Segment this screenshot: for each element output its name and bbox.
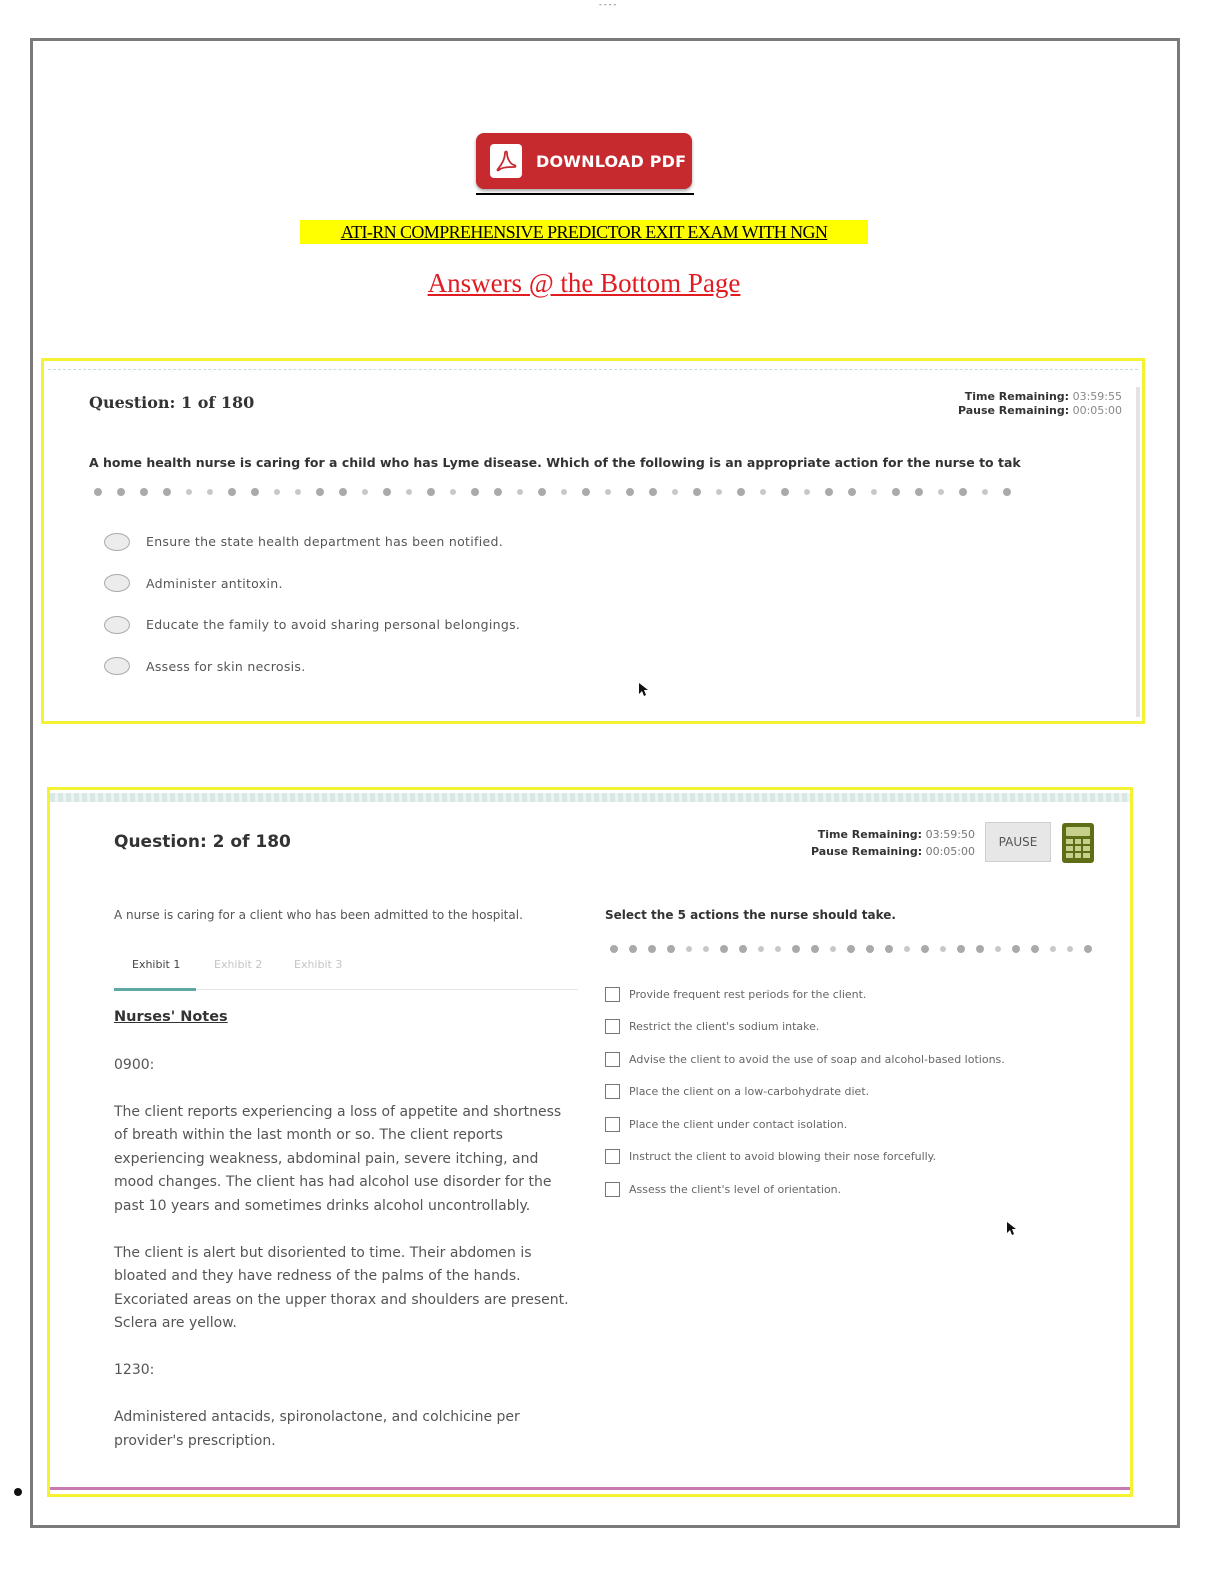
pause-button[interactable]: PAUSE	[985, 822, 1051, 862]
option-text: Educate the family to avoid sharing personal belongings.	[146, 617, 521, 633]
checkbox[interactable]	[605, 1019, 620, 1034]
nurses-notes	[114, 1006, 574, 1477]
choice-item[interactable]	[605, 1173, 1005, 1206]
card-bottom-border	[50, 1487, 1130, 1490]
checkbox[interactable]	[605, 1182, 620, 1197]
notes-paragraph: The client is alert but disoriented to time. Their abdomen is bloated and they have redness of the palms of the hands. Excoriated areas on the upper thorax and shoulders are present. Sclera are yellow.	[114, 1244, 569, 1331]
choice-item[interactable]	[605, 1108, 1005, 1141]
download-pdf-label: DOWNLOAD PDF	[536, 151, 687, 171]
time-remaining-label: Time Remaining:	[964, 390, 1070, 403]
answer-option[interactable]	[104, 563, 520, 605]
download-underline	[476, 193, 694, 195]
answer-options	[104, 521, 520, 687]
divider-dots	[94, 488, 1011, 496]
timers	[958, 390, 1122, 418]
checkbox[interactable]	[605, 1149, 620, 1164]
choice-item[interactable]	[605, 1141, 1005, 1174]
top-mark: ----	[598, 0, 618, 9]
question-title: Question: 1 of 180	[89, 393, 255, 412]
scrollbar[interactable]	[1136, 387, 1140, 717]
notes-paragraph: 1230:	[114, 1362, 155, 1378]
checkbox[interactable]	[605, 1117, 620, 1132]
pause-remaining-label: Pause Remaining:	[810, 845, 923, 858]
tab-exhibit-2[interactable]: Exhibit 2	[214, 958, 263, 971]
checkbox[interactable]	[605, 1052, 620, 1067]
time-remaining-value: 03:59:55	[1072, 390, 1122, 403]
answer-option[interactable]	[104, 521, 520, 563]
time-remaining-label: Time Remaining:	[817, 828, 923, 841]
question-2-screenshot	[47, 787, 1133, 1497]
radio-button[interactable]	[104, 657, 130, 675]
radio-button[interactable]	[104, 616, 130, 634]
pause-remaining-value: 00:05:00	[1072, 404, 1122, 417]
radio-button[interactable]	[104, 533, 130, 551]
choice-text: Instruct the client to avoid blowing their nose forcefully.	[629, 1150, 937, 1164]
active-tab-indicator	[114, 988, 196, 991]
pdf-icon	[490, 144, 522, 178]
notes-paragraph: The client reports experiencing a loss of appetite and shortness of breath within the last month or so. The client reports experiencing weakness, abdominal pain, severe itching, and mood changes. The client has had alcohol use disorder for the past 10 years and sometimes drinks alcohol uncontrollably.	[114, 1103, 562, 1214]
question-text: A home health nurse is caring for a child who has Lyme disease. Which of the following is an appropriate action for the nurse to tak	[89, 455, 1021, 470]
notes-heading: Nurses' Notes	[114, 1009, 228, 1025]
mouse-cursor-icon	[639, 683, 649, 697]
tab-exhibit-3[interactable]: Exhibit 3	[294, 958, 343, 971]
action-choices	[605, 978, 1005, 1206]
radio-button[interactable]	[104, 574, 130, 592]
choice-item[interactable]	[605, 1043, 1005, 1076]
choice-item[interactable]	[605, 1076, 1005, 1109]
checkbox[interactable]	[605, 1084, 620, 1099]
answer-option[interactable]	[104, 646, 520, 688]
choice-text: Provide frequent rest periods for the client.	[629, 987, 867, 1001]
notes-paragraph: 0900:	[114, 1056, 155, 1073]
answer-option[interactable]	[104, 604, 520, 646]
option-text: Administer antitoxin.	[146, 575, 283, 591]
list-bullet	[14, 1488, 22, 1496]
choice-text: Place the client on a low-carbohydrate diet.	[629, 1085, 870, 1099]
download-pdf-button[interactable]	[476, 133, 692, 189]
tab-exhibit-1[interactable]: Exhibit 1	[132, 958, 181, 971]
scenario-text: A nurse is caring for a client who has been admitted to the hospital.	[114, 908, 523, 922]
choice-text: Place the client under contact isolation.	[629, 1117, 848, 1131]
answers-link[interactable]: Answers @ the Bottom Page	[427, 268, 741, 298]
choice-text: Advise the client to avoid the use of soap and alcohol-based lotions.	[629, 1052, 1005, 1066]
calculator-icon[interactable]	[1062, 823, 1094, 863]
option-text: Ensure the state health department has been notified.	[146, 534, 503, 550]
timers	[810, 826, 975, 860]
divider-dots	[610, 945, 1092, 953]
choice-text: Restrict the client's sodium intake.	[629, 1020, 820, 1034]
exhibit-tabs	[114, 950, 578, 990]
question-1-screenshot	[41, 358, 1145, 724]
mouse-cursor-icon	[1007, 1222, 1017, 1236]
notes-paragraph: Administered antacids, spironolactone, and colchicine per provider's prescription.	[114, 1409, 520, 1449]
option-text: Assess for skin necrosis.	[146, 658, 306, 674]
time-remaining-value: 03:59:50	[925, 828, 975, 841]
checkbox[interactable]	[605, 987, 620, 1002]
question-title: Question: 2 of 180	[114, 832, 291, 852]
card-top-border	[50, 793, 1130, 802]
pause-remaining-value: 00:05:00	[925, 845, 975, 858]
instruction-text: Select the 5 actions the nurse should take.	[605, 908, 896, 922]
choice-item[interactable]	[605, 978, 1005, 1011]
choice-item[interactable]	[605, 1011, 1005, 1044]
exam-title[interactable]: ATI-RN COMPREHENSIVE PREDICTOR EXIT EXAM WITH NGN	[300, 220, 868, 244]
card-top-border	[48, 369, 1138, 370]
pause-remaining-label: Pause Remaining:	[957, 404, 1070, 417]
choice-text: Assess the client's level of orientation.	[629, 1182, 842, 1196]
